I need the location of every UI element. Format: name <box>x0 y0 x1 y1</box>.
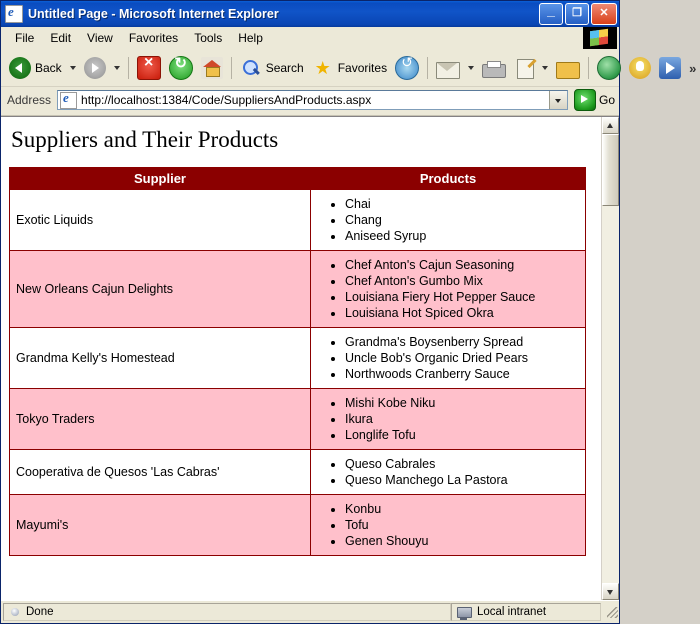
media-button[interactable] <box>655 53 685 83</box>
forward-arrow-icon <box>84 57 106 79</box>
cell-products <box>311 389 586 450</box>
cell-supplier: Mayumi's <box>10 495 311 556</box>
table-row <box>10 328 586 389</box>
list-item: • Tofu <box>345 517 579 533</box>
close-button[interactable] <box>591 3 617 25</box>
forward-button[interactable] <box>80 53 110 83</box>
history-button[interactable] <box>391 53 423 83</box>
mail-icon <box>436 62 460 79</box>
mail-chevron-down-icon[interactable] <box>468 66 474 70</box>
list-item: • Aniseed Syrup <box>345 228 579 244</box>
home-button[interactable] <box>197 53 227 83</box>
list-item: • Ikura <box>345 411 579 427</box>
list-item: • Konbu <box>345 501 579 517</box>
cell-supplier: Grandma Kelly's Homestead <box>10 328 311 389</box>
favorites-button-label: Favorites <box>337 61 388 75</box>
menu-item-view[interactable]: View <box>87 31 113 45</box>
back-button[interactable] <box>5 53 66 83</box>
list-item: • Chang <box>345 212 579 228</box>
forward-history-chevron-down-icon[interactable] <box>114 66 120 70</box>
folder-button[interactable] <box>552 53 584 83</box>
product-list <box>317 257 579 321</box>
status-text-cell <box>3 603 451 621</box>
web-page <box>1 117 601 600</box>
toolbar-separator <box>128 57 129 79</box>
title-bar <box>1 1 619 27</box>
cell-products <box>311 190 586 251</box>
menu-item-file[interactable]: File <box>15 31 35 45</box>
table-row <box>10 495 586 556</box>
refresh-button[interactable] <box>165 53 197 83</box>
address-bar <box>1 87 619 116</box>
scroll-down-button[interactable] <box>602 583 619 600</box>
product-list <box>317 501 579 549</box>
menu-item-edit[interactable]: Edit <box>50 31 72 45</box>
home-icon <box>201 57 223 79</box>
messenger-button[interactable] <box>625 53 655 83</box>
list-item: • Genen Shouyu <box>345 533 579 549</box>
cell-products <box>311 328 586 389</box>
column-header-products: Products <box>311 168 586 190</box>
product-list <box>317 456 579 488</box>
toolbar-separator-2 <box>231 57 232 79</box>
search-button[interactable] <box>236 53 308 83</box>
stop-button[interactable] <box>133 53 165 83</box>
list-item: • Louisiana Fiery Hot Pepper Sauce <box>345 289 579 305</box>
menu-item-favorites[interactable]: Favorites <box>128 31 179 45</box>
windows-flag-logo <box>583 27 617 49</box>
search-button-label: Search <box>265 61 304 75</box>
scroll-up-button[interactable] <box>602 117 619 134</box>
product-list <box>317 334 579 382</box>
menu-item-help[interactable]: Help <box>238 31 263 45</box>
column-header-supplier: Supplier <box>10 168 311 190</box>
maximize-icon: ❐ <box>572 7 582 19</box>
table-row <box>10 389 586 450</box>
status-text: Done <box>26 606 54 618</box>
history-icon <box>395 56 419 80</box>
cell-products <box>311 251 586 328</box>
window-title: Untitled Page - Microsoft Internet Explorer <box>28 7 279 21</box>
table-row <box>10 190 586 251</box>
document-area <box>1 116 619 600</box>
folder-icon <box>556 62 580 79</box>
list-item: • Grandma's Boysenberry Spread <box>345 334 579 350</box>
table-row <box>10 251 586 328</box>
mail-button[interactable] <box>432 53 464 83</box>
page-title: Suppliers and Their Products <box>11 127 279 152</box>
menu-item-tools[interactable]: Tools <box>194 31 223 45</box>
address-input[interactable] <box>57 90 568 110</box>
list-item: • Longlife Tofu <box>345 427 579 443</box>
go-button-label: Go <box>598 93 615 107</box>
local-intranet-icon <box>456 604 472 620</box>
security-zone-text: Local intranet <box>477 606 547 618</box>
list-item: • Mishi Kobe Niku <box>345 395 579 411</box>
print-button[interactable] <box>478 53 510 83</box>
back-history-chevron-down-icon[interactable] <box>70 66 76 70</box>
back-button-label: Back <box>35 61 62 75</box>
edit-chevron-down-icon[interactable] <box>542 66 548 70</box>
address-url-text: http://localhost:1384/Code/SuppliersAndProducts.aspx <box>81 93 372 107</box>
navigation-toolbar <box>1 50 697 87</box>
list-item: • Queso Cabrales <box>345 456 579 472</box>
go-button[interactable] <box>574 89 615 111</box>
minimize-icon: _ <box>547 2 555 18</box>
list-item: • Chef Anton's Cajun Seasoning <box>345 257 579 273</box>
resize-grip[interactable] <box>605 605 619 619</box>
refresh-icon <box>169 56 193 80</box>
table-row <box>10 450 586 495</box>
close-icon: ✕ <box>599 7 609 19</box>
ie-document-icon <box>5 5 23 23</box>
vertical-scrollbar[interactable] <box>601 117 619 600</box>
product-list <box>317 196 579 244</box>
cell-supplier: Exotic Liquids <box>10 190 311 251</box>
discuss-button[interactable] <box>593 53 625 83</box>
cell-products <box>311 450 586 495</box>
product-list <box>317 395 579 443</box>
cell-supplier: Cooperativa de Quesos 'Las Cabras' <box>10 450 311 495</box>
done-icon <box>8 605 22 619</box>
list-item: • Queso Manchego La Pastora <box>345 472 579 488</box>
cell-supplier: Tokyo Traders <box>10 389 311 450</box>
list-item: • Uncle Bob's Organic Dried Pears <box>345 350 579 366</box>
messenger-icon <box>629 57 651 79</box>
scrollbar-thumb[interactable] <box>602 134 619 206</box>
address-label: Address <box>7 93 52 107</box>
minimize-button[interactable] <box>539 3 563 25</box>
list-item: • Chai <box>345 196 579 212</box>
address-chevron-down-icon[interactable] <box>549 91 567 109</box>
edit-button[interactable] <box>510 53 538 83</box>
suppliers-products-table <box>9 167 586 556</box>
status-bar <box>1 600 619 623</box>
toolbar-overflow-button[interactable]: » <box>689 60 697 76</box>
printer-icon <box>482 64 506 78</box>
scrollbar-track[interactable] <box>602 134 619 583</box>
back-arrow-icon <box>9 57 31 79</box>
toolbar-separator-3 <box>427 57 428 79</box>
table-header-row <box>10 168 586 190</box>
media-play-icon <box>659 57 681 79</box>
list-item: • Louisiana Hot Spiced Okra <box>345 305 579 321</box>
search-icon <box>240 57 262 79</box>
go-arrow-icon <box>574 89 596 111</box>
menu-bar <box>1 27 619 50</box>
maximize-button[interactable] <box>565 3 589 25</box>
toolbar-separator-4 <box>588 57 589 79</box>
globe-icon <box>597 56 621 80</box>
page-favicon-icon <box>60 92 77 109</box>
security-zone-cell[interactable] <box>451 603 601 621</box>
edit-page-icon <box>517 59 534 79</box>
list-item: • Chef Anton's Gumbo Mix <box>345 273 579 289</box>
cell-supplier: New Orleans Cajun Delights <box>10 251 311 328</box>
favorites-button[interactable] <box>308 53 391 83</box>
star-icon <box>312 57 334 79</box>
cell-products <box>311 495 586 556</box>
stop-icon <box>137 56 161 80</box>
list-item: • Northwoods Cranberry Sauce <box>345 366 579 382</box>
